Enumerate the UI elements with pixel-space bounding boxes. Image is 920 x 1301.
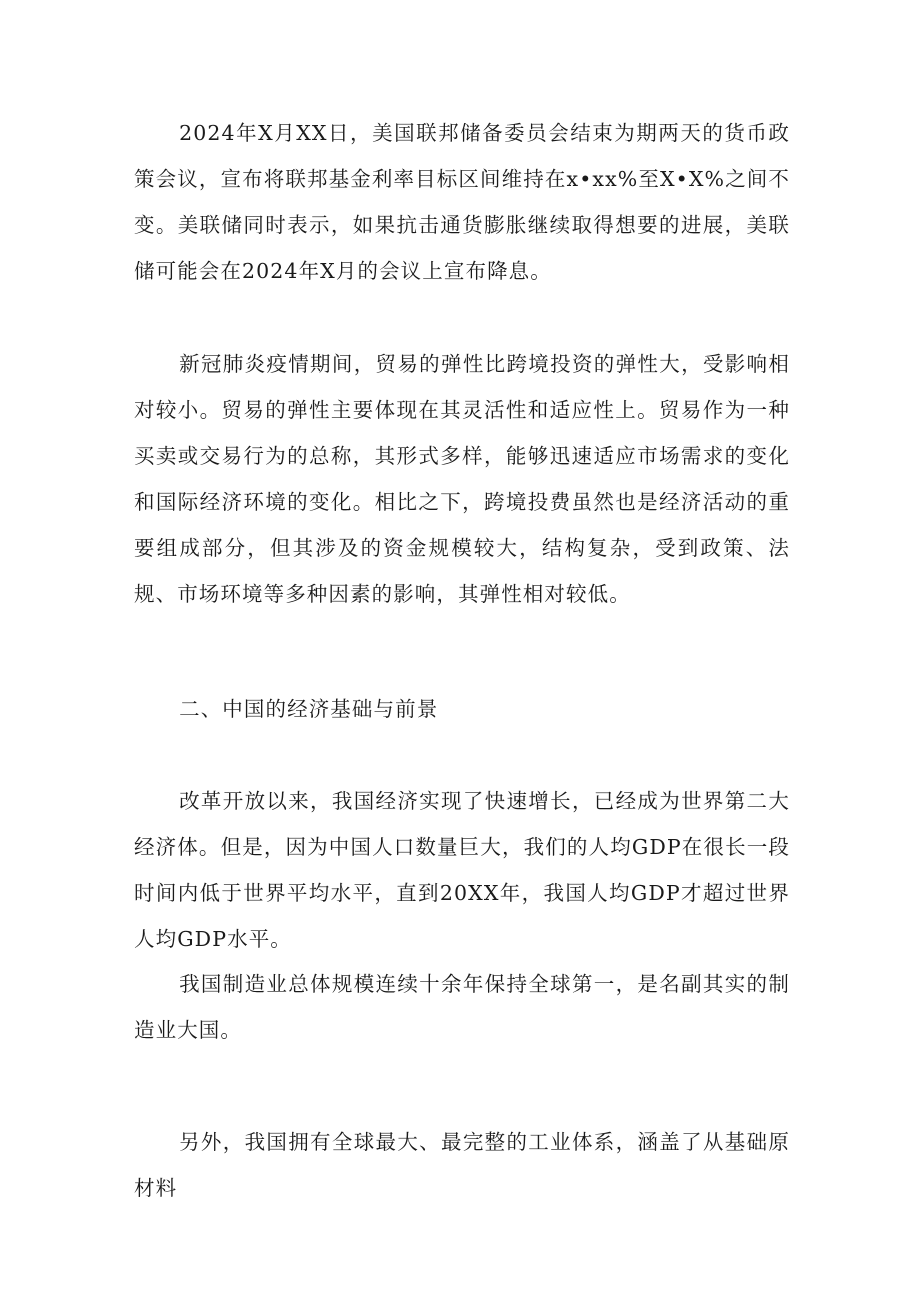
paragraph-industrial-system: 另外，我国拥有全球最大、最完整的工业体系，涵盖了从基础原材料 [134,1130,790,1200]
paragraph-fed-meeting: 2024年X月XX日，美国联邦储备委员会结束为期两天的货币政策会议，宣布将联邦基金利率目标区间维持在x•xx%至X•X%之间不变。美联储同时表示，如果抗击通货膨胀继续取得想要的进展，美联储可能会在2024年X月的会议上宣布降息。 [134,121,790,283]
section-heading: 二、中国的经济基础与前景 [179,697,439,721]
paragraph-economic-growth: 改革开放以来，我国经济实现了快速增长，已经成为世界第二大经济体。但是，因为中国人口数量巨大，我们的人均GDP在很长一段时间内低于世界平均水平，直到20XX年，我国人均GDP才超过世界人均GDP水平。 [134,789,790,951]
paragraph-trade-elasticity: 新冠肺炎疫情期间，贸易的弹性比跨境投资的弹性大，受影响相对较小。贸易的弹性主要体现在其灵活性和适应性上。贸易作为一种买卖或交易行为的总称，其形式多样，能够迅速适应市场需求的变化和国际经济环境的变化。相比之下，跨境投费虽然也是经济活动的重要组成部分，但其涉及的资金规模较大，结构复杂，受到政策、法规、市场环境等多种因素的影响，其弹性相对较低。 [134,352,790,606]
paragraph-manufacturing: 我国制造业总体规模连续十余年保持全球第一，是名副其实的制造业大国。 [134,972,790,1042]
